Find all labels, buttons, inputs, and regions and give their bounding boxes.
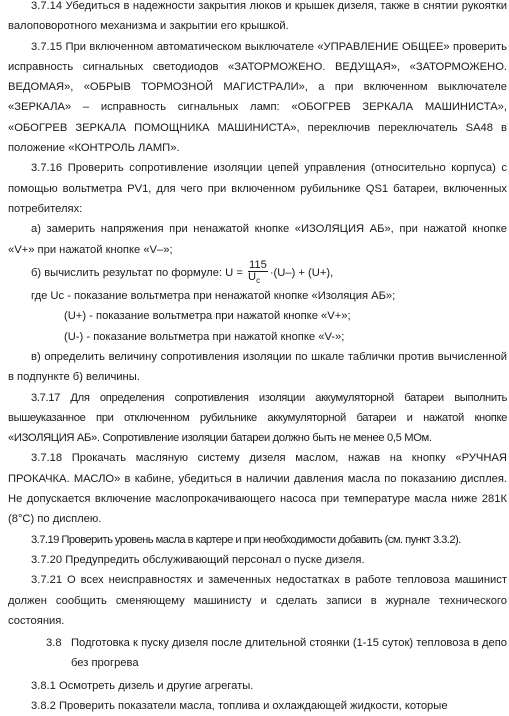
paragraph-3-7-15: 3.7.15 При включенном автоматическом выключателе «УПРАВЛЕНИЕ ОБЩЕЕ» проверить исправность сигнальных светодиодов «ЗАТОРМОЖЕНО. ВЕДУЩАЯ», «ЗАТОРМОЖЕНО. ВЕДОМАЯ», «ОБРЫВ ТОРМОЗНОЙ МАГИСТРАЛИ», а при включенном выключателе «ЗЕРКАЛА» – исправность сигнальных ламп: «ОБОГРЕВ ЗЕРКАЛА МАШИНИСТА», «ОБОГРЕВ ЗЕРКАЛА ПОМОЩНИКА МАШИНИСТА», переключив переключатель SA48 в положение «КОНТРОЛЬ ЛАМП». xyxy=(8,40,507,155)
formula-prefix: б) вычислить результат по формуле: U = xyxy=(31,266,243,279)
item-where-uc: где Uc - показание вольтметра при ненажатой кнопке «Изоляция АБ»; xyxy=(31,290,396,303)
fraction-denominator: $U_c$ xyxy=(247,270,261,286)
paragraph-3-7-14: 3.7.14 Убедиться в надежности закрытия люков и крышек дизеля, также в снятии рукоятки валоповоротного механизма и закрытии его крышкой. xyxy=(8,0,507,33)
formula-suffix: ·(U–) + (U+), xyxy=(269,266,334,279)
paragraph-3-7-19: 3.7.19 Проверить уровень масла в картере и при необходимости добавить (см. пункт 3.3.2). xyxy=(31,533,461,546)
item-a: а) замерить напряжения при ненажатой кнопке «ИЗОЛЯЦИЯ АБ», при нажатой кнопке «V+» при нажатой кнопке «V–»; xyxy=(8,223,507,256)
paragraph-3-7-20: 3.7.20 Предупредить обслуживающий персонал о пуске дизеля. xyxy=(31,553,365,566)
paragraph-3-8-2: 3.8.2 Проверить показатели масла, топлива и охлаждающей жидкости, которые xyxy=(31,700,448,713)
section-3-8-heading xyxy=(8,633,507,674)
item-b-formula xyxy=(8,260,507,286)
fraction-numerator: 115 xyxy=(248,258,267,271)
paragraph-3-7-18: 3.7.18 Прокачать масляную систему дизеля маслом, нажав на кнопку «РУЧНАЯ ПРОКАЧКА. МАСЛО» в кабине, убедиться в наличии давления масла по показанию дисплея. Не допускается включение маслопрокачивающего насоса при температуре масла ниже 281К (8°С) по дисплею. xyxy=(8,452,507,526)
section-title: Подготовка к пуску дизеля после длительной стоянки (1-15 суток) тепловоза в депо без прогрева xyxy=(71,637,507,670)
item-v: в) определить величину сопротивления изоляции по шкале таблички против вычисленной в подпункте б) величины. xyxy=(8,350,507,384)
section-number: 3.8 xyxy=(46,637,62,650)
paragraph-3-7-16: 3.7.16 Проверить сопротивление изоляции цепей управления (относительно корпуса) с помощью вольтметра PV1, для чего при включенном рубильнике QS1 батареи, включенных потребителях: xyxy=(8,162,507,215)
item-u-minus: (U-) - показание вольтметра при нажатой кнопке «V-»; xyxy=(64,330,345,343)
item-u-plus: (U+) - показание вольтметра при нажатой кнопке «V+»; xyxy=(64,310,351,323)
paragraph-3-7-17: 3.7.17 Для определения сопротивления изоляции аккумуляторной батареи выполнить вышеуказанное при отключенном рубильнике аккумуляторной батареи и нажатой кнопке «ИЗОЛЯЦИЯ АБ». Сопротивление изоляции батареи должно быть не менее 0,5 МОм. xyxy=(8,391,507,445)
paragraph-3-8-1: 3.8.1 Осмотреть дизель и другие агрегаты. xyxy=(31,679,254,692)
formula-fraction xyxy=(248,260,268,286)
paragraph-3-7-21: 3.7.21 О всех неисправностях и замеченных недостатках в работе тепловоза машинист должен сообщить сменяющему машинисту и сделать записи в журнале технического состояния. xyxy=(8,574,507,627)
